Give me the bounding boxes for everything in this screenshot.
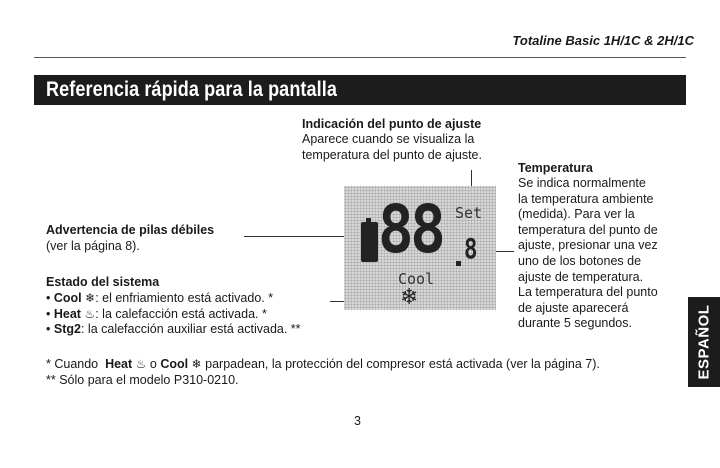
system-status-item-stg2 xyxy=(46,322,301,338)
temperature-line: durante 5 segundos. xyxy=(518,316,632,331)
lcd-decimal-point xyxy=(456,261,461,266)
language-tab xyxy=(688,297,720,387)
bullet: • xyxy=(46,322,51,337)
bullet: • xyxy=(46,306,51,321)
lcd-main-digits: 88 xyxy=(378,191,443,268)
setpoint-line: Aparece cuando se visualiza la xyxy=(302,132,475,146)
low-battery-icon xyxy=(361,222,378,262)
flame-icon: ♨ xyxy=(84,306,96,321)
footnote-1 xyxy=(46,357,600,373)
setpoint-line: temperatura del punto de ajuste. xyxy=(302,147,482,162)
temperature-line: uno de los botones de xyxy=(518,253,642,268)
footnote-1-suffix: parpadean, la protección del compresor está activada (ver la página 7). xyxy=(205,357,600,371)
temperature-heading: Temperatura xyxy=(518,161,593,175)
system-status-list xyxy=(46,291,301,338)
status-text-stg2: : la calefacción auxiliar está activada. ** xyxy=(80,322,301,337)
lcd-decimal-digit: 8 xyxy=(464,232,478,265)
document-title: Totaline Basic 1H/1C & 2H/1C xyxy=(512,33,694,48)
flame-icon: ♨ xyxy=(135,357,147,371)
temperature-line: ajuste de temperatura. xyxy=(518,269,644,284)
snowflake-icon: ❄ xyxy=(400,284,419,309)
system-status-heading: Estado del sistema xyxy=(46,275,160,289)
temperature-line: Se indica normalmente xyxy=(518,176,646,190)
status-text-heat: : la calefacción está activada. * xyxy=(95,306,267,321)
bullet: • xyxy=(46,291,51,305)
header-divider xyxy=(34,57,686,58)
temperature-line: temperatura del punto de xyxy=(518,222,658,237)
lcd-set-indicator: Set xyxy=(455,204,483,222)
status-text-cool: : el enfriamiento está activado. * xyxy=(95,291,274,305)
status-name-cool: Cool xyxy=(53,291,82,305)
setpoint-heading: Indicación del punto de ajuste xyxy=(302,117,482,131)
setpoint-description xyxy=(302,132,482,163)
system-status-item-cool xyxy=(46,291,301,307)
temperature-line: ajuste, presionar una vez xyxy=(518,238,658,253)
language-tab-label: ESPAÑOL xyxy=(695,304,713,380)
battery-heading: Advertencia de pilas débiles xyxy=(46,223,215,237)
temperature-line: (medida). Para ver la xyxy=(518,207,635,222)
snowflake-icon: ❄ xyxy=(85,291,96,305)
status-name-stg2: Stg2 xyxy=(53,322,81,337)
page-number: 3 xyxy=(354,414,361,428)
lcd-cool-indicator: Cool xyxy=(398,270,435,288)
temperature-line: la temperatura ambiente xyxy=(518,191,654,206)
footnote-2: ** Sólo para el modelo P310-0210. xyxy=(46,373,239,387)
snowflake-icon: ❄ xyxy=(191,357,202,371)
temperature-description xyxy=(518,176,658,332)
footnote-1-prefix: * Cuando xyxy=(46,357,99,371)
section-title: Referencia rápida para la pantalla xyxy=(46,78,338,101)
temperature-line: de ajuste aparecerá xyxy=(518,300,629,315)
status-name-heat: Heat xyxy=(53,306,81,321)
system-status-item-heat xyxy=(46,307,301,323)
footnote-cool-label: Cool xyxy=(160,357,189,371)
section-banner xyxy=(34,75,686,105)
footnote-1-conjunction: o xyxy=(149,357,157,371)
temperature-line: La temperatura del punto xyxy=(518,285,658,300)
footnote-heat-label: Heat xyxy=(105,357,133,371)
battery-note: (ver la página 8). xyxy=(46,239,140,253)
lcd-display xyxy=(344,186,496,310)
